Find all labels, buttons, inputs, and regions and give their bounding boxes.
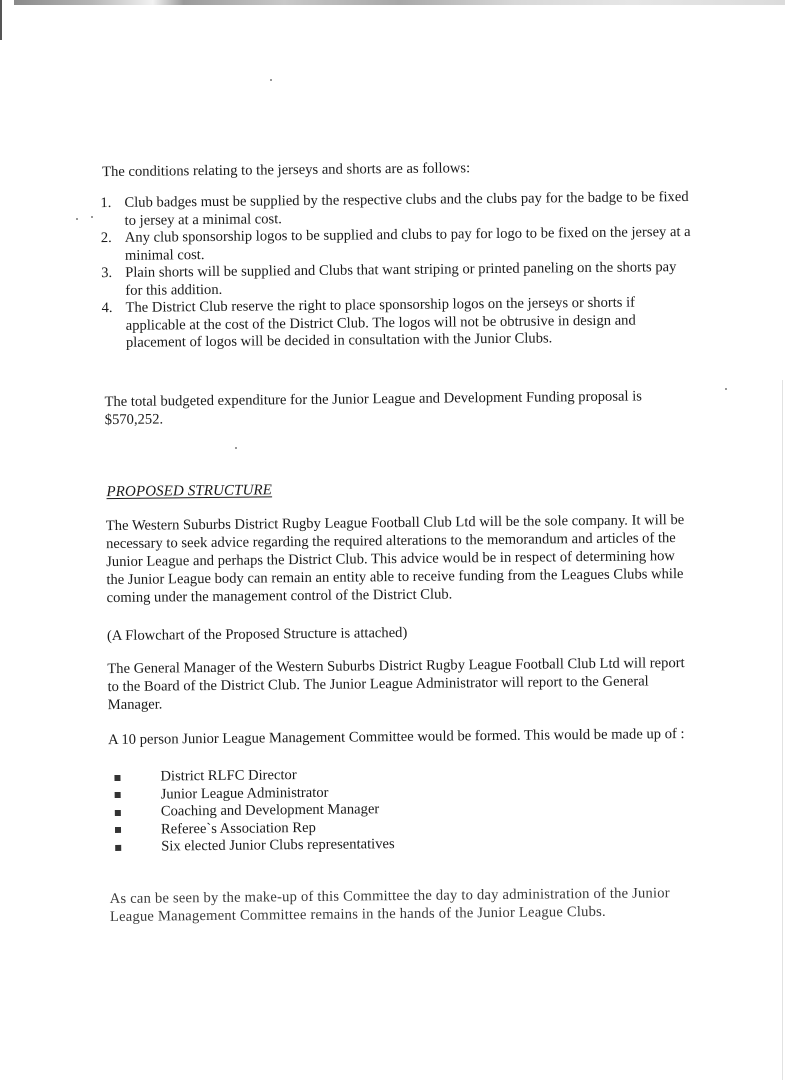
committee-member-text: Referee`s Association Rep	[160, 819, 316, 838]
committee-member-text: Junior League Administrator	[160, 784, 329, 803]
committee-member-text: Six elected Junior Clubs representatives	[161, 836, 395, 855]
structure-paragraph: The Western Suburbs District Rugby League Football Club Ltd will be the sole company. It will be necessary to seek advice regarding the required alterations to the memorandum and articles of the Junior League and perhaps the District Club. This advice would be in respect of determining how the Junior League body can remain an entity able to receive funding from the Leagues Clubs while coming under the management control of the District Club.	[105, 512, 685, 607]
condition-text: Plain shorts will be supplied and Clubs that want striping or printed paneling on the shorts pay for this addition.	[125, 259, 677, 299]
flowchart-note: (A Flowchart of the Proposed Structure is attached)	[106, 624, 408, 645]
square-bullet-icon	[115, 827, 121, 833]
committee-members-list	[114, 766, 394, 856]
condition-text: Club badges must be supplied by the respective clubs and the clubs pay for the badge to be fixed to jersey at a minimal cost.	[124, 188, 689, 229]
committee-member-item	[115, 801, 395, 821]
committee-member-text: Coaching and Development Manager	[160, 801, 380, 820]
square-bullet-icon	[114, 775, 120, 781]
condition-text: The District Club reserve the right to place sponsorship logos on the jerseys or shorts if applicable at the cost of the District Club. The logos will not be obtrusive in design and placement of logos will be decided in consultation with the Junior Clubs.	[125, 294, 636, 351]
jersey-conditions-intro: The conditions relating to the jerseys and shorts are as follows:	[102, 160, 471, 181]
square-bullet-icon	[115, 845, 121, 851]
budget-paragraph: The total budgeted expenditure for the Junior League and Development Funding proposal is $570,252.	[104, 388, 643, 429]
condition-number: 1.	[100, 195, 112, 212]
condition-text: Any club sponsorship logos to be supplied and clubs to pay for logo to be fixed on the jersey at a minimal cost.	[124, 223, 691, 264]
committee-intro: A 10 person Junior League Management Committee would be formed. This would be made up of :	[107, 726, 685, 749]
square-bullet-icon	[115, 810, 121, 816]
reporting-paragraph: The General Manager of the Western Suburbs District Rugby League Football Club Ltd will report to the Board of the District Club. The Junior League Administrator will report to the General Manager.	[107, 655, 685, 714]
condition-number: 4.	[101, 299, 113, 317]
square-bullet-icon	[115, 792, 121, 798]
closing-paragraph: As can be seen by the make-up of this Committee the day to day administration of the Junior League Management Committee remains in the hands of the Junior League Clubs.	[109, 885, 670, 926]
condition-number: 2.	[100, 230, 112, 247]
jersey-conditions-list	[100, 189, 692, 353]
condition-item	[101, 294, 692, 353]
committee-member-item	[115, 836, 395, 856]
committee-member-text: District RLFC Director	[160, 767, 297, 785]
section-heading: PROPOSED STRUCTURE	[106, 482, 273, 501]
condition-number: 3.	[101, 265, 113, 282]
